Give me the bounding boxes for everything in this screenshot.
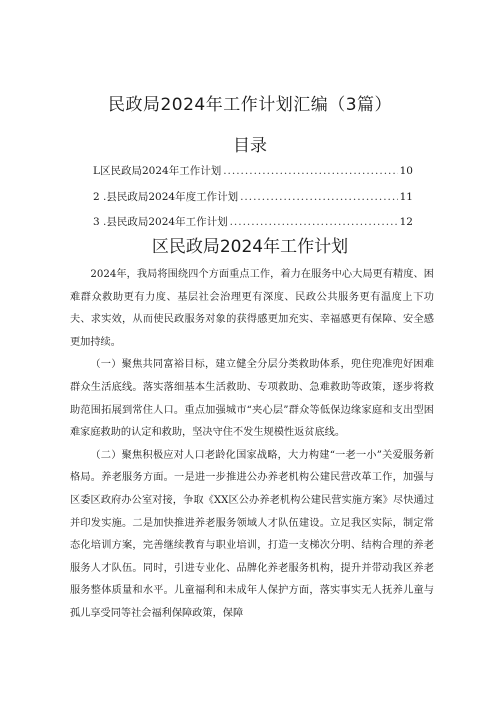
toc-item[interactable] — [93, 189, 413, 215]
paragraph: （二）聚焦积极应对人口老龄化国家战略，大力构建“一老一小”关爱服务新格局。养老服务方面。一是进一步推进公办养老机构公建民营改革工作，加强与区委区政府办公室对接，争取《XX区公办养老机构公建民营实施方案》尽快通过并印发实施。二是加快推进养老服务领域人才队伍建设。立足我区实际，制定常态化培训方案，完善继续教育与职业培训，打造一支梯次分明、结构合理的养老服务人才队伍。同时，引进专业化、品牌化养老服务机构，提升并带动我区养老服务整体质量和水平。儿童福利和未成年人保护方面，落实事实无人抚养儿童与孤儿享受同等社会福利保障政策，保障 — [70, 449, 434, 619]
toc-leader-dots — [223, 165, 397, 177]
paragraph: （一）聚焦共同富裕目标，建立健全分层分类救助体系，兜住兜准兜好困难群众生活底线。落实落细基本生活救助、专项救助、急难救助等政策，逐步将救助范围拓展到常住人口。重点加强城市“夹心层”群众等低保边缘家庭和支出型困难家庭救助的认定和救助，坚决守住不发生规模性返贫底线。 — [70, 359, 434, 439]
toc-heading: 目录 — [233, 136, 267, 156]
toc-leader-dots — [240, 191, 398, 203]
toc-item-label: L区民政局2024年工作计划 — [93, 165, 222, 177]
toc-item-page: 12 — [399, 216, 413, 228]
table-of-contents — [93, 163, 413, 240]
toc-item-page: 10 — [399, 165, 413, 177]
section-title: 区民政局2024年工作计划 — [151, 237, 349, 257]
body-text — [70, 264, 434, 626]
toc-item-label: 2 .县民政局2024年度工作计划 — [93, 190, 239, 203]
document-title: 民政局2024年工作计划汇编（3篇） — [107, 95, 393, 115]
toc-item-page: 11 — [399, 190, 413, 203]
toc-leader-dots — [230, 216, 398, 228]
paragraph: 2024年，我局将围绕四个方面重点工作，着力在服务中心大局更有精度、困难群众救助更有力度、基层社会治理更有深度、民政公共服务更有温度上下功夫、求实效，从而使民政服务对象的获得感更加充实、幸福感更有保障、安全感更加持续。 — [70, 269, 434, 348]
toc-item-label: 3 .县民政局2024年工作计划 — [93, 216, 228, 228]
toc-item[interactable] — [93, 163, 413, 189]
